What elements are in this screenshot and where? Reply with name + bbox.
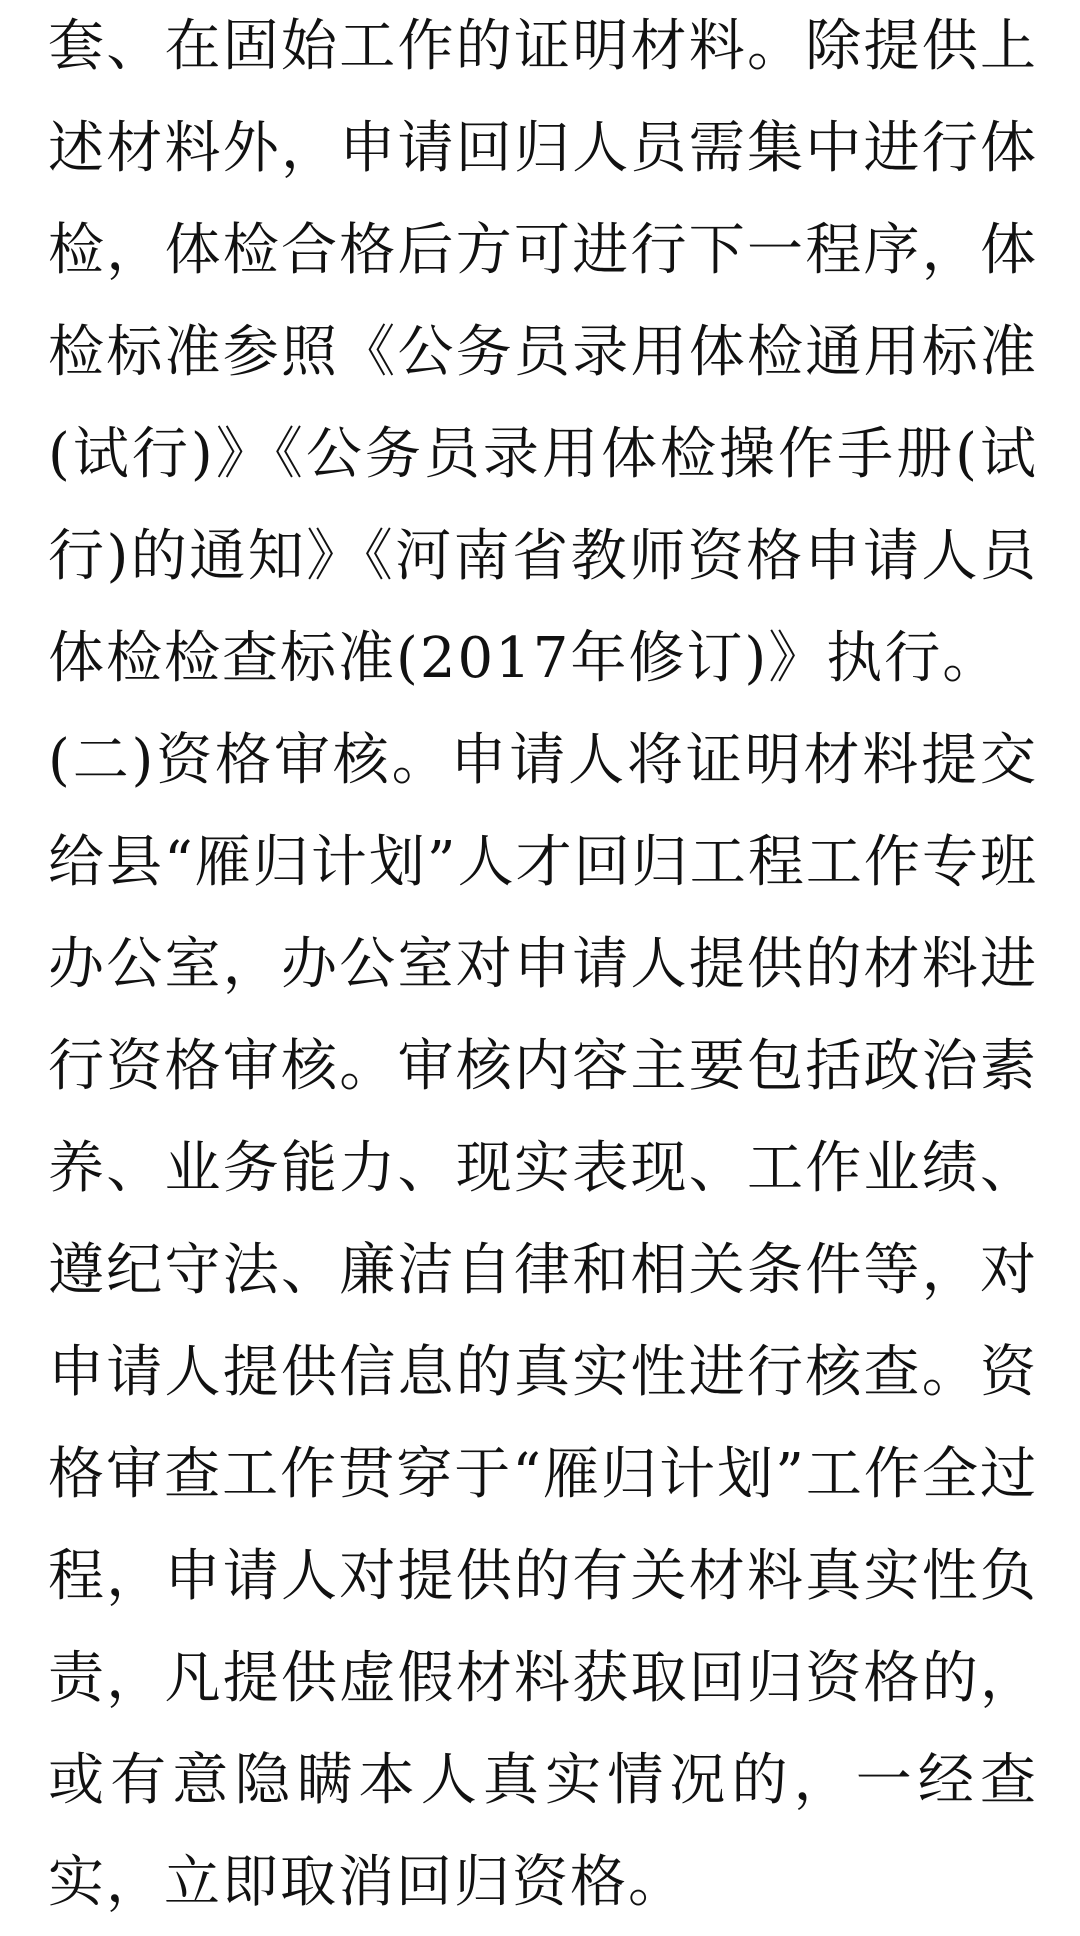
- text-line: 行资格审核。审核内容主要包括政治素: [48, 1034, 1038, 1099]
- text-line: 行)的通知》《河南省教师资格申请人员: [48, 524, 1038, 589]
- text-line: 体检检查标准(2017年修订)》执行。: [48, 626, 1001, 691]
- text-line: 给县“雁归计划”人才回归工程工作专班: [48, 830, 1038, 895]
- text-line: 检标准参照《公务员录用体检通用标准: [48, 320, 1038, 385]
- text-line: 实，立即取消回归资格。: [48, 1850, 686, 1915]
- text-line: 责，凡提供虚假材料获取回归资格的，: [48, 1646, 1038, 1711]
- text-line: 套、在固始工作的证明材料。除提供上: [48, 14, 1038, 79]
- text-line: 程，申请人对提供的有关材料真实性负: [48, 1544, 1038, 1609]
- text-line: 或有意隐瞒本人真实情况的，一经查: [48, 1748, 1038, 1813]
- text-line: 申请人提供信息的真实性进行核查。资: [48, 1340, 1038, 1405]
- text-line: 格审查工作贯穿于“雁归计划”工作全过: [48, 1442, 1038, 1507]
- section-heading-line: (二)资格审核。申请人将证明材料提交: [48, 728, 1038, 793]
- text-line: 办公室，办公室对申请人提供的材料进: [48, 932, 1038, 997]
- text-line: 养、业务能力、现实表现、工作业绩、: [48, 1136, 1038, 1201]
- text-line: 述材料外，申请回归人员需集中进行体: [48, 116, 1038, 181]
- text-line: (试行)》《公务员录用体检操作手册(试: [48, 422, 1038, 487]
- text-line: 遵纪守法、廉洁自律和相关条件等，对: [48, 1238, 1038, 1303]
- text-line: 检，体检合格后方可进行下一程序，体: [48, 218, 1038, 283]
